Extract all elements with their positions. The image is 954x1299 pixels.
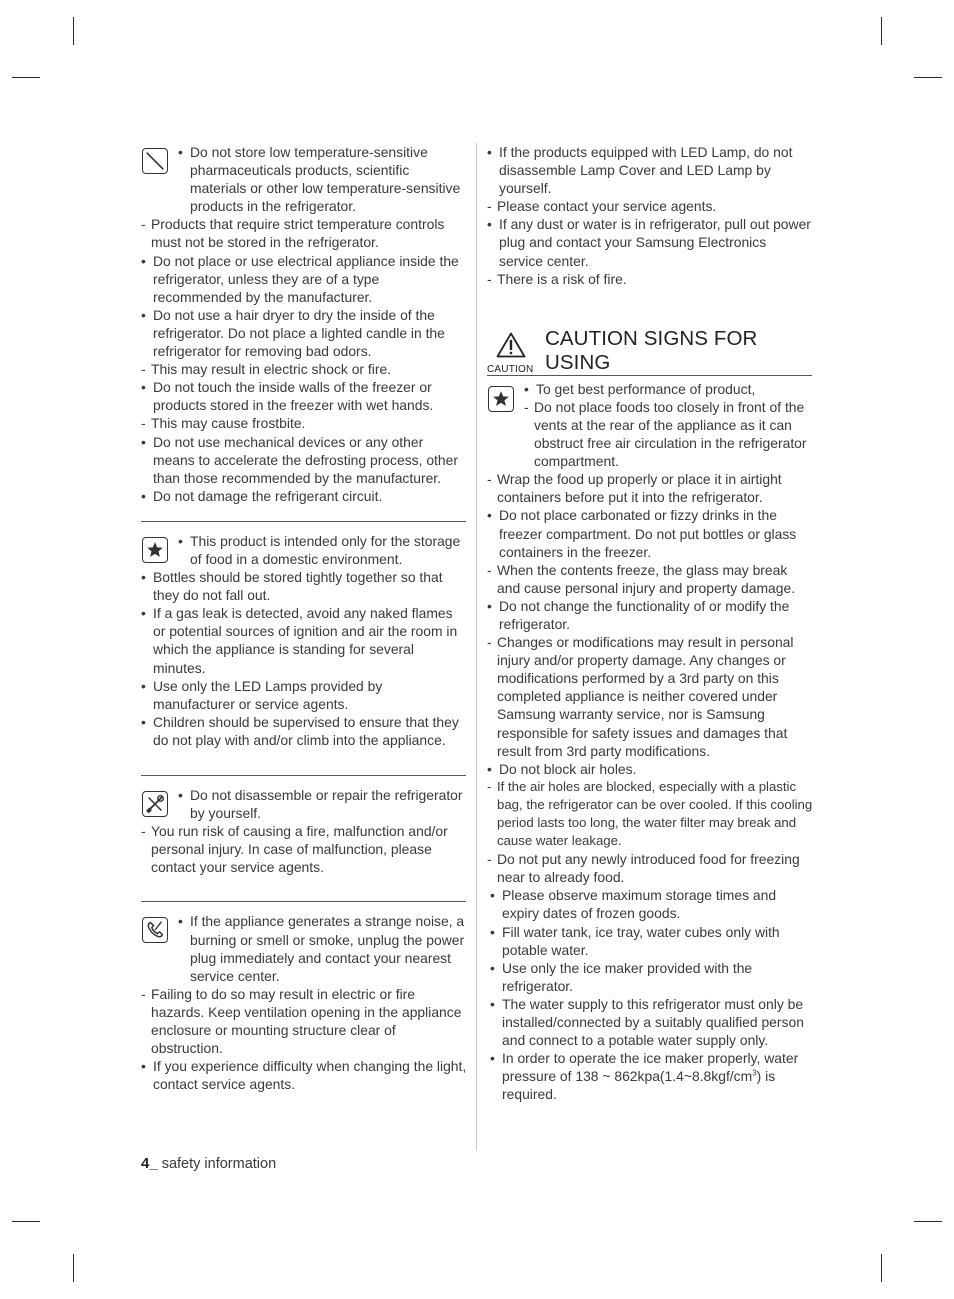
caution-section-header <box>487 328 812 376</box>
list-item: • Do not store low temperature-sensitive pharmaceuticals products, scientific materials or other low temperature-sensitive products in the refrigerator. <box>178 143 467 215</box>
list-item: - There is a risk of fire. <box>487 270 813 288</box>
list-item: • Do not disassemble or repair the refrigerator by yourself. <box>178 786 467 822</box>
list-item: • Do not use mechanical devices or any other means to accelerate the defrosting process, other than those recommended by the manufacturer. <box>141 433 467 487</box>
important-star-icon <box>488 386 514 412</box>
do-not-disassemble-icon <box>142 791 168 817</box>
crop-mark <box>73 17 74 45</box>
crop-mark <box>12 1221 40 1222</box>
list-item: • If the appliance generates a strange noise, a burning or smell or smoke, unplug the power plug immediately and contact your nearest service center. <box>178 912 467 984</box>
list-item: • Please observe maximum storage times and expiry dates of frozen goods. <box>490 886 813 922</box>
section-title: CAUTION SIGNS FOR USING <box>545 326 758 374</box>
list-item: • Do not change the functionality of or modify the refrigerator. <box>487 597 813 633</box>
caution-block <box>487 380 813 1104</box>
prohibited-block <box>141 143 467 505</box>
list-item: • If you experience difficulty when changing the light, contact service agents. <box>141 1057 467 1093</box>
page-footer <box>141 1155 276 1172</box>
list-item: - Products that require strict temperature controls must not be stored in the refrigerator. <box>141 215 467 251</box>
left-column <box>141 143 467 1093</box>
list-item: • This product is intended only for the storage of food in a domestic environment. <box>178 532 467 568</box>
list-item: - Do not put any newly introduced food for freezing near to already food. <box>487 850 813 886</box>
right-column <box>487 143 813 1104</box>
list-item: • Do not place or use electrical appliance inside the refrigerator, unless they are of a type recommended by the manufacturer. <box>141 252 467 306</box>
caution-triangle-icon <box>496 332 526 358</box>
important-star-icon <box>142 537 168 563</box>
list-item: • Use only the LED Lamps provided by manufacturer or service agents. <box>141 677 467 713</box>
list-item: • The water supply to this refrigerator must only be installed/connected by a suitably qualified person and connect to a potable water supply only. <box>490 995 813 1049</box>
list-item: • Bottles should be stored tightly together so that they do not fall out. <box>141 568 467 604</box>
crop-mark <box>914 77 942 78</box>
list-item: • If the products equipped with LED Lamp, do not disassemble Lamp Cover and LED Lamp by yourself. <box>487 143 813 197</box>
disassemble-block <box>141 786 467 876</box>
list-item: • Do not touch the inside walls of the freezer or products stored in the freezer with wet hands. <box>141 378 467 414</box>
section-divider <box>141 521 466 522</box>
column-divider <box>476 143 477 1151</box>
list-item: - Changes or modifications may result in personal injury and/or property damage. Any changes or modifications performed by a 3rd party on this completed appliance is neither covered under Samsung warranty service, nor is Samsung responsible for safety issues and damages that result from 3rd party modifications. <box>487 633 813 760</box>
page-number: 4_ <box>141 1155 158 1172</box>
list-item: - This may cause frostbite. <box>141 414 467 432</box>
list-item: • In order to operate the ice maker properly, water pressure of 138 ~ $862kpa(1.4\sim 8.8kgf/cm^3)$ is required. <box>490 1049 813 1103</box>
list-item: • Do not damage the refrigerant circuit. <box>141 487 467 505</box>
list-item: - Wrap the food up properly or place it in airtight containers before put it into the refrigerator. <box>487 470 813 506</box>
list-item: - When the contents freeze, the glass may break and cause personal injury and property damage. <box>487 561 813 597</box>
important-block <box>141 532 467 749</box>
list-item: • Do not block air holes. <box>487 760 813 778</box>
caution-tag: CAUTION <box>487 363 534 375</box>
section-name: safety information <box>161 1156 277 1172</box>
list-item: • Do not place carbonated or fizzy drinks in the freezer compartment. Do not put bottles or glass containers in the freezer. <box>487 506 813 560</box>
list-item: • To get best performance of product, <box>524 380 813 398</box>
do-not-prohibited-icon <box>142 148 168 174</box>
crop-mark <box>12 77 40 78</box>
list-item: • Fill water tank, ice tray, water cubes only with potable water. <box>490 923 813 959</box>
crop-mark <box>73 1254 74 1282</box>
list-item: • Do not use a hair dryer to dry the inside of the refrigerator. Do not place a lighted candle in the refrigerator for removing bad odors. <box>141 306 467 360</box>
list-item: - You run risk of causing a fire, malfunction and/or personal injury. In case of malfunction, please contact your service agents. <box>141 822 467 876</box>
contact-service-phone-icon <box>142 917 168 943</box>
list-item: • Use only the ice maker provided with the refrigerator. <box>490 959 813 995</box>
crop-mark <box>881 17 882 45</box>
list-item: - Failing to do so may result in electric or fire hazards. Keep ventilation opening in the appliance enclosure or mounting structure clear of obstruction. <box>141 985 467 1057</box>
list-item: • Children should be supervised to ensure that they do not play with and/or climb into the appliance. <box>141 713 467 749</box>
list-item: - Do not place foods too closely in front of the vents at the rear of the appliance as it can obstruct free air circulation in the refrigerator compartment. <box>524 398 813 470</box>
list-item: - If the air holes are blocked, especially with a plastic bag, the refrigerator can be over cooled. If this cooling period lasts too long, the water filter may break and cause water leakage. <box>487 778 813 850</box>
list-item: - This may result in electric shock or fire. <box>141 360 467 378</box>
list-item: - Please contact your service agents. <box>487 197 813 215</box>
crop-mark <box>881 1254 882 1282</box>
crop-mark <box>914 1221 942 1222</box>
section-divider <box>141 775 466 776</box>
contact-block <box>141 912 467 1093</box>
list-item: • If any dust or water is in refrigerator, pull out power plug and contact your Samsung Electronics service center. <box>487 215 813 269</box>
section-divider <box>141 901 466 902</box>
list-item: • If a gas leak is detected, avoid any naked flames or potential sources of ignition and air the room in which the appliance is standing for several minutes. <box>141 604 467 676</box>
